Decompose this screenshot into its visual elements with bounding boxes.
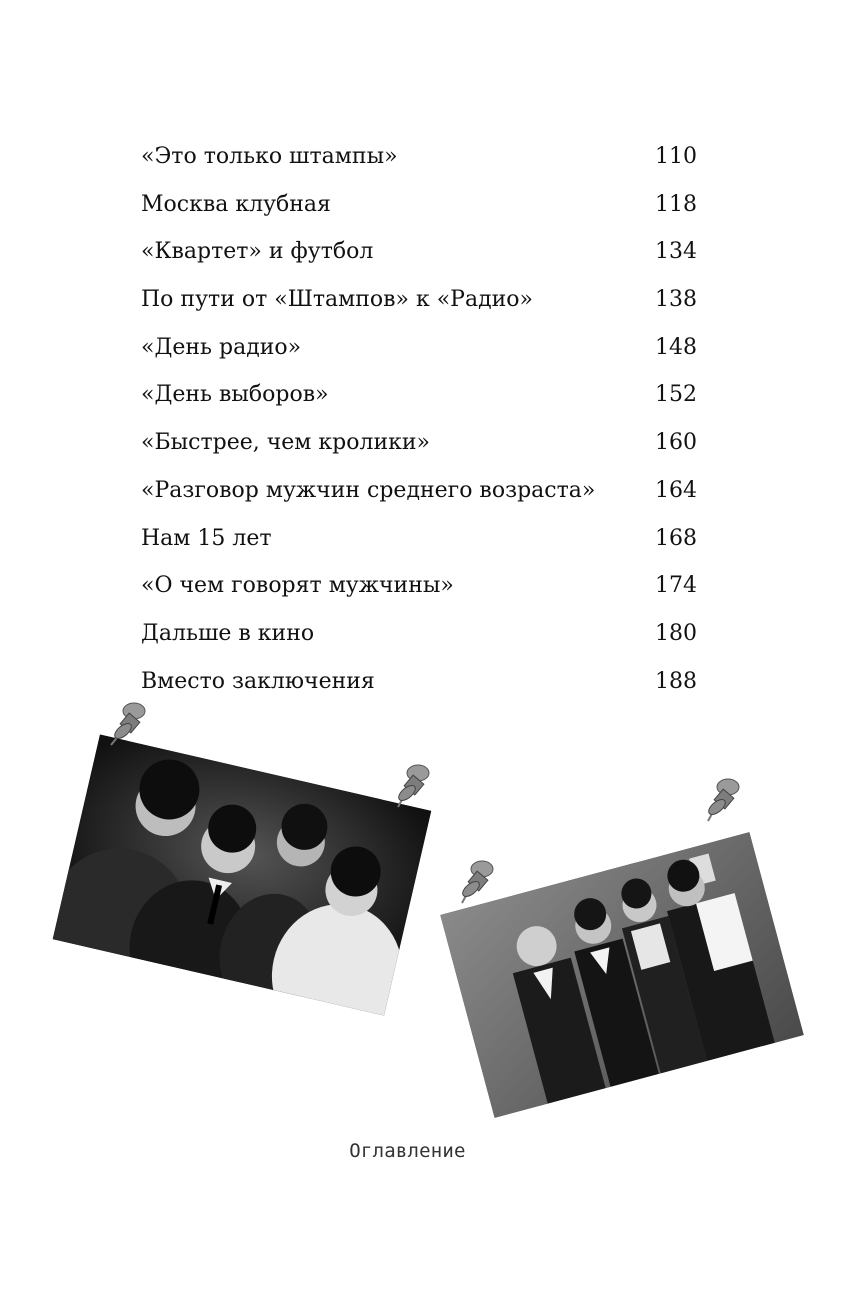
group-photo-1-image xyxy=(53,734,432,1015)
toc-entry-title: Москва клубная xyxy=(141,191,331,217)
toc-entry-page: 168 xyxy=(655,525,697,551)
toc-entry-title: «День выборов» xyxy=(141,382,329,408)
toc-entry-page: 160 xyxy=(655,430,697,456)
toc-entry-page: 134 xyxy=(655,239,697,265)
toc-entry-page: 152 xyxy=(655,382,697,408)
toc-entry-page: 148 xyxy=(655,334,697,360)
toc-entry xyxy=(141,183,697,231)
toc-entry-page: 110 xyxy=(655,144,697,169)
toc-entry-title: «Разговор мужчин среднего возраста» xyxy=(141,477,596,503)
toc-entry xyxy=(141,421,697,469)
toc-entry-title: Дальше в кино xyxy=(141,620,315,646)
group-photo-1 xyxy=(53,734,432,1015)
toc-entry-title: Вместо заключения xyxy=(141,668,375,694)
toc-entry-title: По пути от «Штампов» к «Радио» xyxy=(141,287,534,313)
toc-entry xyxy=(141,564,697,612)
page-footer-label: Оглавление xyxy=(349,1140,466,1162)
toc-entry xyxy=(141,469,697,517)
toc-entry-page: 164 xyxy=(655,477,697,503)
push-pin-icon xyxy=(108,700,148,746)
toc-entry-title: Нам 15 лет xyxy=(141,525,272,551)
toc-entry xyxy=(141,373,697,421)
toc-entry xyxy=(141,135,697,183)
toc-entry-title: «Это только штампы» xyxy=(141,144,398,169)
toc-entry-page: 180 xyxy=(655,620,697,646)
toc-entry xyxy=(141,660,697,708)
toc-entry-page: 174 xyxy=(655,573,697,599)
toc-entry-page: 118 xyxy=(655,191,697,217)
toc-entry-page: 188 xyxy=(655,668,697,694)
toc-entry-title: «О чем говорят мужчины» xyxy=(141,573,454,599)
toc-entry xyxy=(141,278,697,326)
toc-entry xyxy=(141,230,697,278)
toc-entry xyxy=(141,517,697,565)
toc-entry xyxy=(141,612,697,660)
toc-entry-title: «Квартет» и футбол xyxy=(141,239,374,265)
toc-entry-title: «Быстрее, чем кролики» xyxy=(141,430,430,456)
push-pin-icon xyxy=(392,762,432,808)
table-of-contents xyxy=(141,135,697,707)
push-pin-icon xyxy=(702,776,742,822)
toc-entry-title: «День радио» xyxy=(141,334,302,360)
push-pin-icon xyxy=(456,858,496,904)
toc-entry-page: 138 xyxy=(655,287,697,313)
toc-entry xyxy=(141,326,697,374)
